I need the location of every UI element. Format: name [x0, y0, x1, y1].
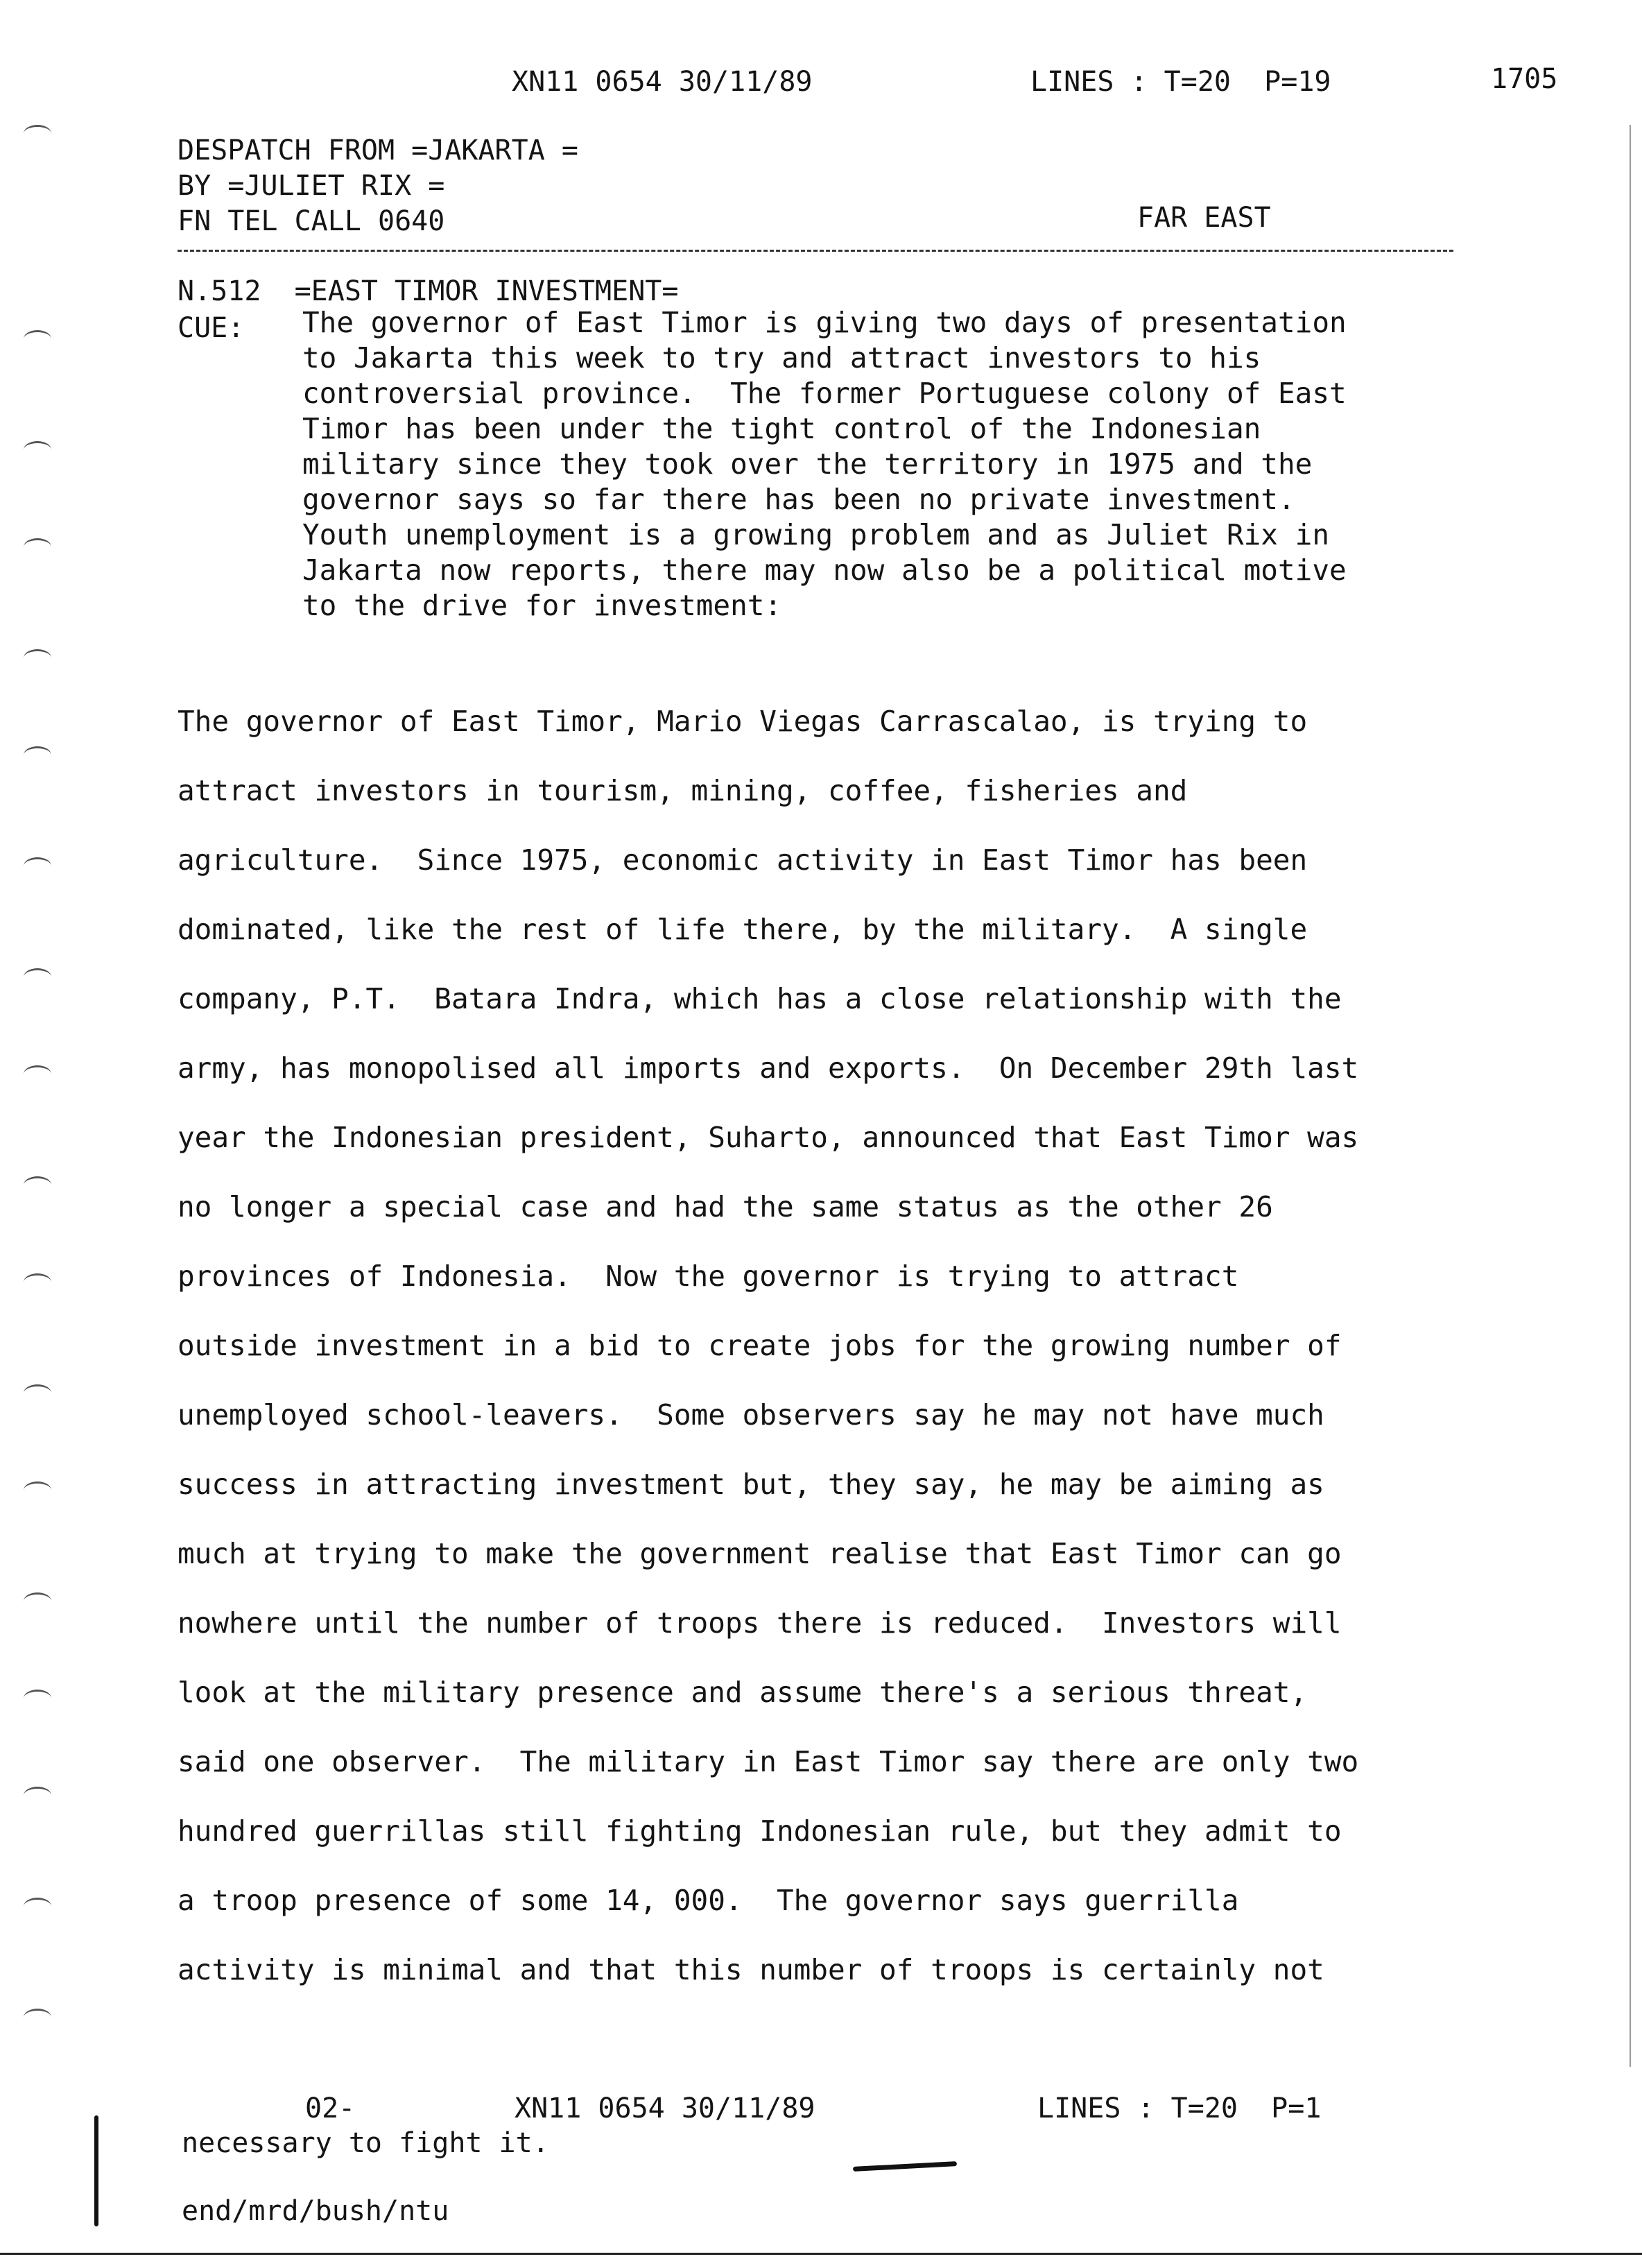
cue-line: to the drive for investment:: [302, 589, 782, 622]
punch-mark: [24, 1384, 51, 1402]
despatch-block: [178, 133, 578, 239]
cue-line: governor says so far there has been no private investment.: [302, 483, 1295, 516]
punch-mark: [24, 1898, 51, 1915]
cue-line: Jakarta now reports, there may now also be a political motive: [302, 553, 1347, 587]
body-line: year the Indonesian president, Suharto, announced that East Timor was: [178, 1121, 1359, 1154]
punch-mark: [24, 1787, 51, 1804]
body-line: provinces of Indonesia. Now the governor is trying to attract: [178, 1260, 1239, 1293]
footer-lines: LINES : T=20 P=1: [1037, 2093, 1322, 2124]
cue-line: Youth unemployment is a growing problem and as Juliet Rix in: [302, 518, 1330, 551]
body-line: army, has monopolised all imports and exports. On December 29th last: [178, 1051, 1359, 1085]
punch-mark: [24, 1690, 51, 1707]
punch-mark: [24, 968, 51, 986]
header-number: 1705: [1491, 63, 1558, 95]
cue-text: [302, 305, 1347, 624]
punch-mark: [24, 649, 51, 667]
footer-page: 02-: [305, 2093, 356, 2124]
punch-mark: [24, 125, 51, 142]
body-line: The governor of East Timor, Mario Viegas Carrascalao, is trying to: [178, 705, 1308, 738]
item-title: N.512 =EAST TIMOR INVESTMENT=: [178, 275, 679, 307]
body-line: hundred guerrillas still fighting Indonesian rule, but they admit to: [178, 1814, 1342, 1848]
body-line: dominated, like the rest of life there, by the military. A single: [178, 913, 1308, 946]
footer-continuation: necessary to fight it.: [182, 2127, 549, 2159]
despatch-tel: FN TEL CALL 0640: [178, 205, 445, 237]
despatch-by: BY =JULIET RIX =: [178, 170, 445, 202]
punch-mark: [24, 441, 51, 458]
despatch-from: DESPATCH FROM =JAKARTA =: [178, 135, 578, 166]
body-text: [178, 687, 1358, 2004]
punch-mark: [24, 1592, 51, 1610]
cue-line: The governor of East Timor is giving two days of presentation: [302, 306, 1347, 339]
punch-mark: [24, 1065, 51, 1083]
handwritten-mark: [853, 2161, 957, 2172]
body-line: outside investment in a bid to create jobs for the growing number of: [178, 1329, 1342, 1362]
header-lines: LINES : T=20 P=19: [1030, 66, 1331, 98]
punch-mark: [24, 1481, 51, 1499]
punch-mark: [24, 330, 51, 347]
cue-line: controversial province. The former Portuguese colony of East: [302, 377, 1347, 410]
body-line: much at trying to make the government realise that East Timor can go: [178, 1537, 1342, 1570]
body-line: nowhere until the number of troops there is reduced. Investors will: [178, 1606, 1342, 1640]
cue-line: Timor has been under the tight control of the Indonesian: [302, 412, 1261, 445]
header-code: XN11 0654 30/11/89: [512, 66, 813, 98]
body-line: unemployed school-leavers. Some observers say he may not have much: [178, 1398, 1324, 1432]
punch-mark: [24, 857, 51, 875]
body-line: look at the military presence and assume there's a serious threat,: [178, 1676, 1308, 1709]
body-line: attract investors in tourism, mining, coffee, fisheries and: [178, 774, 1188, 807]
footer-end: end/mrd/bush/ntu: [182, 2195, 449, 2227]
right-border: [1630, 125, 1631, 2067]
cue-label: CUE:: [178, 312, 245, 344]
body-line: company, P.T. Batara Indra, which has a close relationship with the: [178, 982, 1342, 1015]
punch-mark: [24, 538, 51, 556]
bottom-rule: [0, 2253, 1642, 2255]
punch-mark: [24, 2009, 51, 2026]
footer-code: XN11 0654 30/11/89: [515, 2093, 815, 2124]
despatch-region: FAR EAST: [1137, 202, 1271, 234]
body-line: no longer a special case and had the same status as the other 26: [178, 1190, 1273, 1223]
punch-mark: [24, 1273, 51, 1291]
punch-mark: [24, 1176, 51, 1194]
body-line: a troop presence of some 14, 000. The governor says guerrilla: [178, 1884, 1239, 1917]
handwritten-mark: [94, 2115, 98, 2226]
body-line: agriculture. Since 1975, economic activity in East Timor has been: [178, 843, 1308, 877]
punch-mark: [24, 746, 51, 764]
cue-line: to Jakarta this week to try and attract investors to his: [302, 341, 1261, 375]
body-line: activity is minimal and that this number of troops is certainly not: [178, 1953, 1324, 1986]
dashed-divider: [178, 250, 1453, 252]
body-line: said one observer. The military in East Timor say there are only two: [178, 1745, 1359, 1778]
body-line: success in attracting investment but, they say, he may be aiming as: [178, 1468, 1324, 1501]
cue-line: military since they took over the territory in 1975 and the: [302, 447, 1313, 481]
